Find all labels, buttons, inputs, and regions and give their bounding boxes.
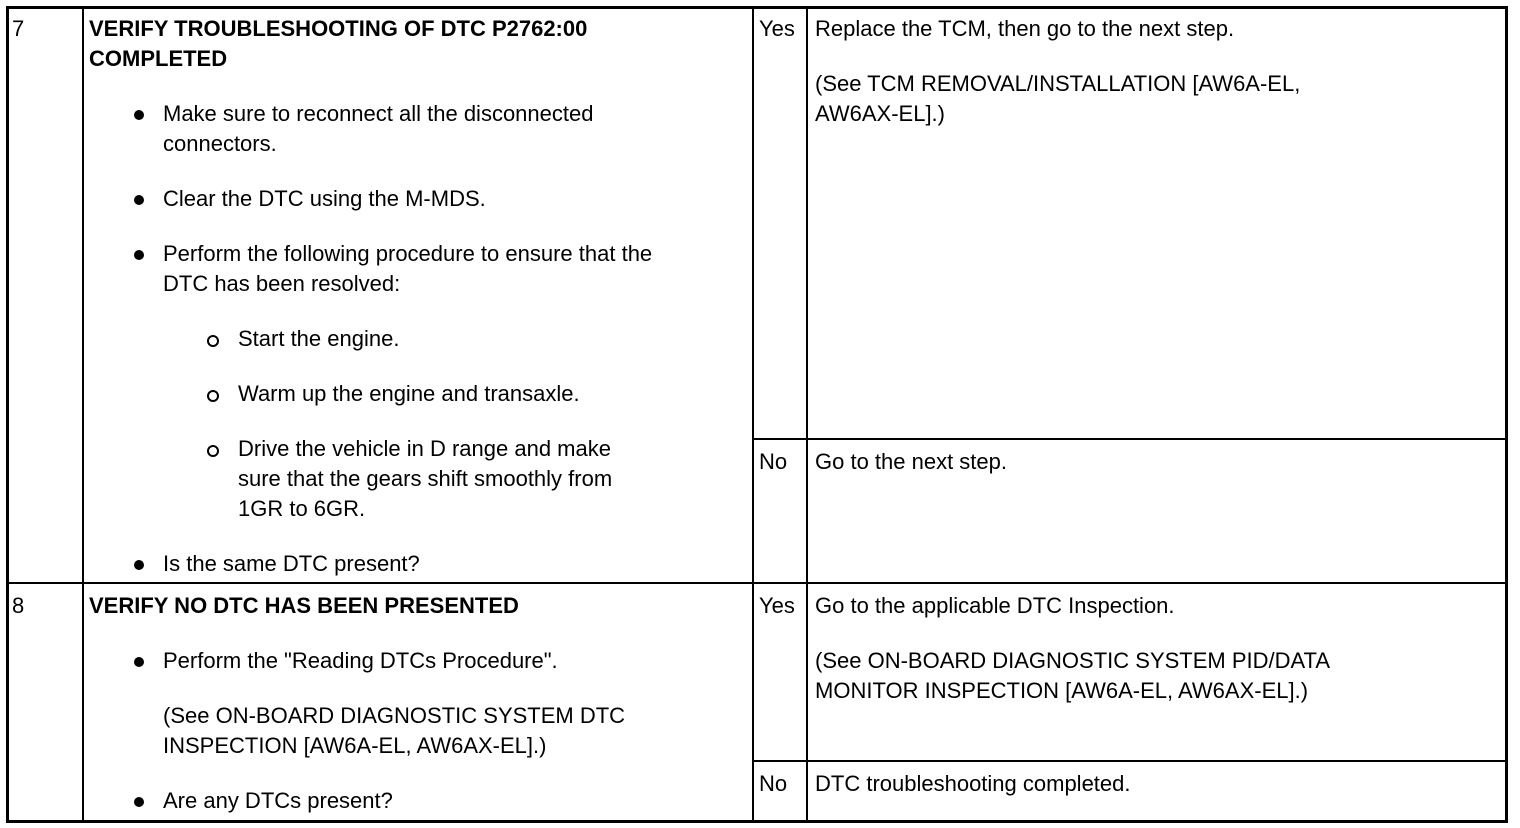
- column-divider-step: [82, 6, 84, 823]
- bullet-text: DTC has been resolved:: [163, 271, 401, 296]
- yes-reference: AW6AX-EL].): [815, 101, 945, 126]
- row-divider-step8-yes-no: [752, 760, 1508, 762]
- bullet-text: Make sure to reconnect all the disconnected: [163, 101, 594, 126]
- row-divider-step7-yes-no: [752, 438, 1508, 440]
- question-text: Are any DTCs present?: [163, 788, 393, 813]
- no-label: No: [759, 771, 788, 796]
- yes-action: Go to the applicable DTC Inspection.: [815, 593, 1175, 618]
- sub-bullet-icon: [207, 335, 219, 347]
- bullet-icon: [134, 110, 144, 120]
- row-divider-step7-step8: [6, 582, 1508, 584]
- column-divider-result: [806, 6, 808, 823]
- sub-bullet-text: 1GR to 6GR.: [238, 496, 366, 521]
- step-number: 7: [12, 16, 25, 41]
- step-title-line: COMPLETED: [89, 46, 228, 71]
- sub-bullet-icon: [207, 445, 219, 457]
- bullet-text: Perform the "Reading DTCs Procedure".: [163, 648, 558, 673]
- no-label: No: [759, 449, 788, 474]
- bullet-text: Clear the DTC using the M-MDS.: [163, 186, 486, 211]
- yes-label: Yes: [759, 16, 795, 41]
- table-border-top: [6, 6, 1508, 9]
- bullet-icon: [134, 195, 144, 205]
- sub-bullet-text: Drive the vehicle in D range and make: [238, 436, 611, 461]
- no-action: Go to the next step.: [815, 449, 1008, 474]
- no-action: DTC troubleshooting completed.: [815, 771, 1131, 796]
- bullet-icon: [134, 797, 144, 807]
- column-divider-action: [752, 6, 754, 823]
- bullet-icon: [134, 560, 144, 570]
- yes-action: Replace the TCM, then go to the next step.: [815, 16, 1235, 41]
- table-border-left: [6, 6, 9, 823]
- bullet-text: connectors.: [163, 131, 277, 156]
- sub-bullet-icon: [207, 390, 219, 402]
- sub-bullet-text: Warm up the engine and transaxle.: [238, 381, 580, 406]
- yes-label: Yes: [759, 593, 795, 618]
- bullet-reference: (See ON-BOARD DIAGNOSTIC SYSTEM DTC: [163, 703, 626, 728]
- step-title: VERIFY NO DTC HAS BEEN PRESENTED: [89, 593, 519, 618]
- bullet-text: Perform the following procedure to ensure that the: [163, 241, 653, 266]
- yes-reference: MONITOR INSPECTION [AW6A-EL, AW6AX-EL].): [815, 678, 1309, 703]
- question-text: Is the same DTC present?: [163, 551, 420, 576]
- sub-bullet-text: sure that the gears shift smoothly from: [238, 466, 613, 491]
- bullet-icon: [134, 657, 144, 667]
- yes-reference: (See ON-BOARD DIAGNOSTIC SYSTEM PID/DATA: [815, 648, 1331, 673]
- step-title-line: VERIFY TROUBLESHOOTING OF DTC P2762:00: [89, 16, 588, 41]
- bullet-icon: [134, 250, 144, 260]
- yes-reference: (See TCM REMOVAL/INSTALLATION [AW6A-EL,: [815, 71, 1301, 96]
- table-border-right: [1505, 6, 1508, 823]
- table-border-bottom: [6, 820, 1508, 823]
- sub-bullet-text: Start the engine.: [238, 326, 400, 351]
- bullet-reference: INSPECTION [AW6A-EL, AW6AX-EL].): [163, 733, 547, 758]
- step-number: 8: [12, 593, 25, 618]
